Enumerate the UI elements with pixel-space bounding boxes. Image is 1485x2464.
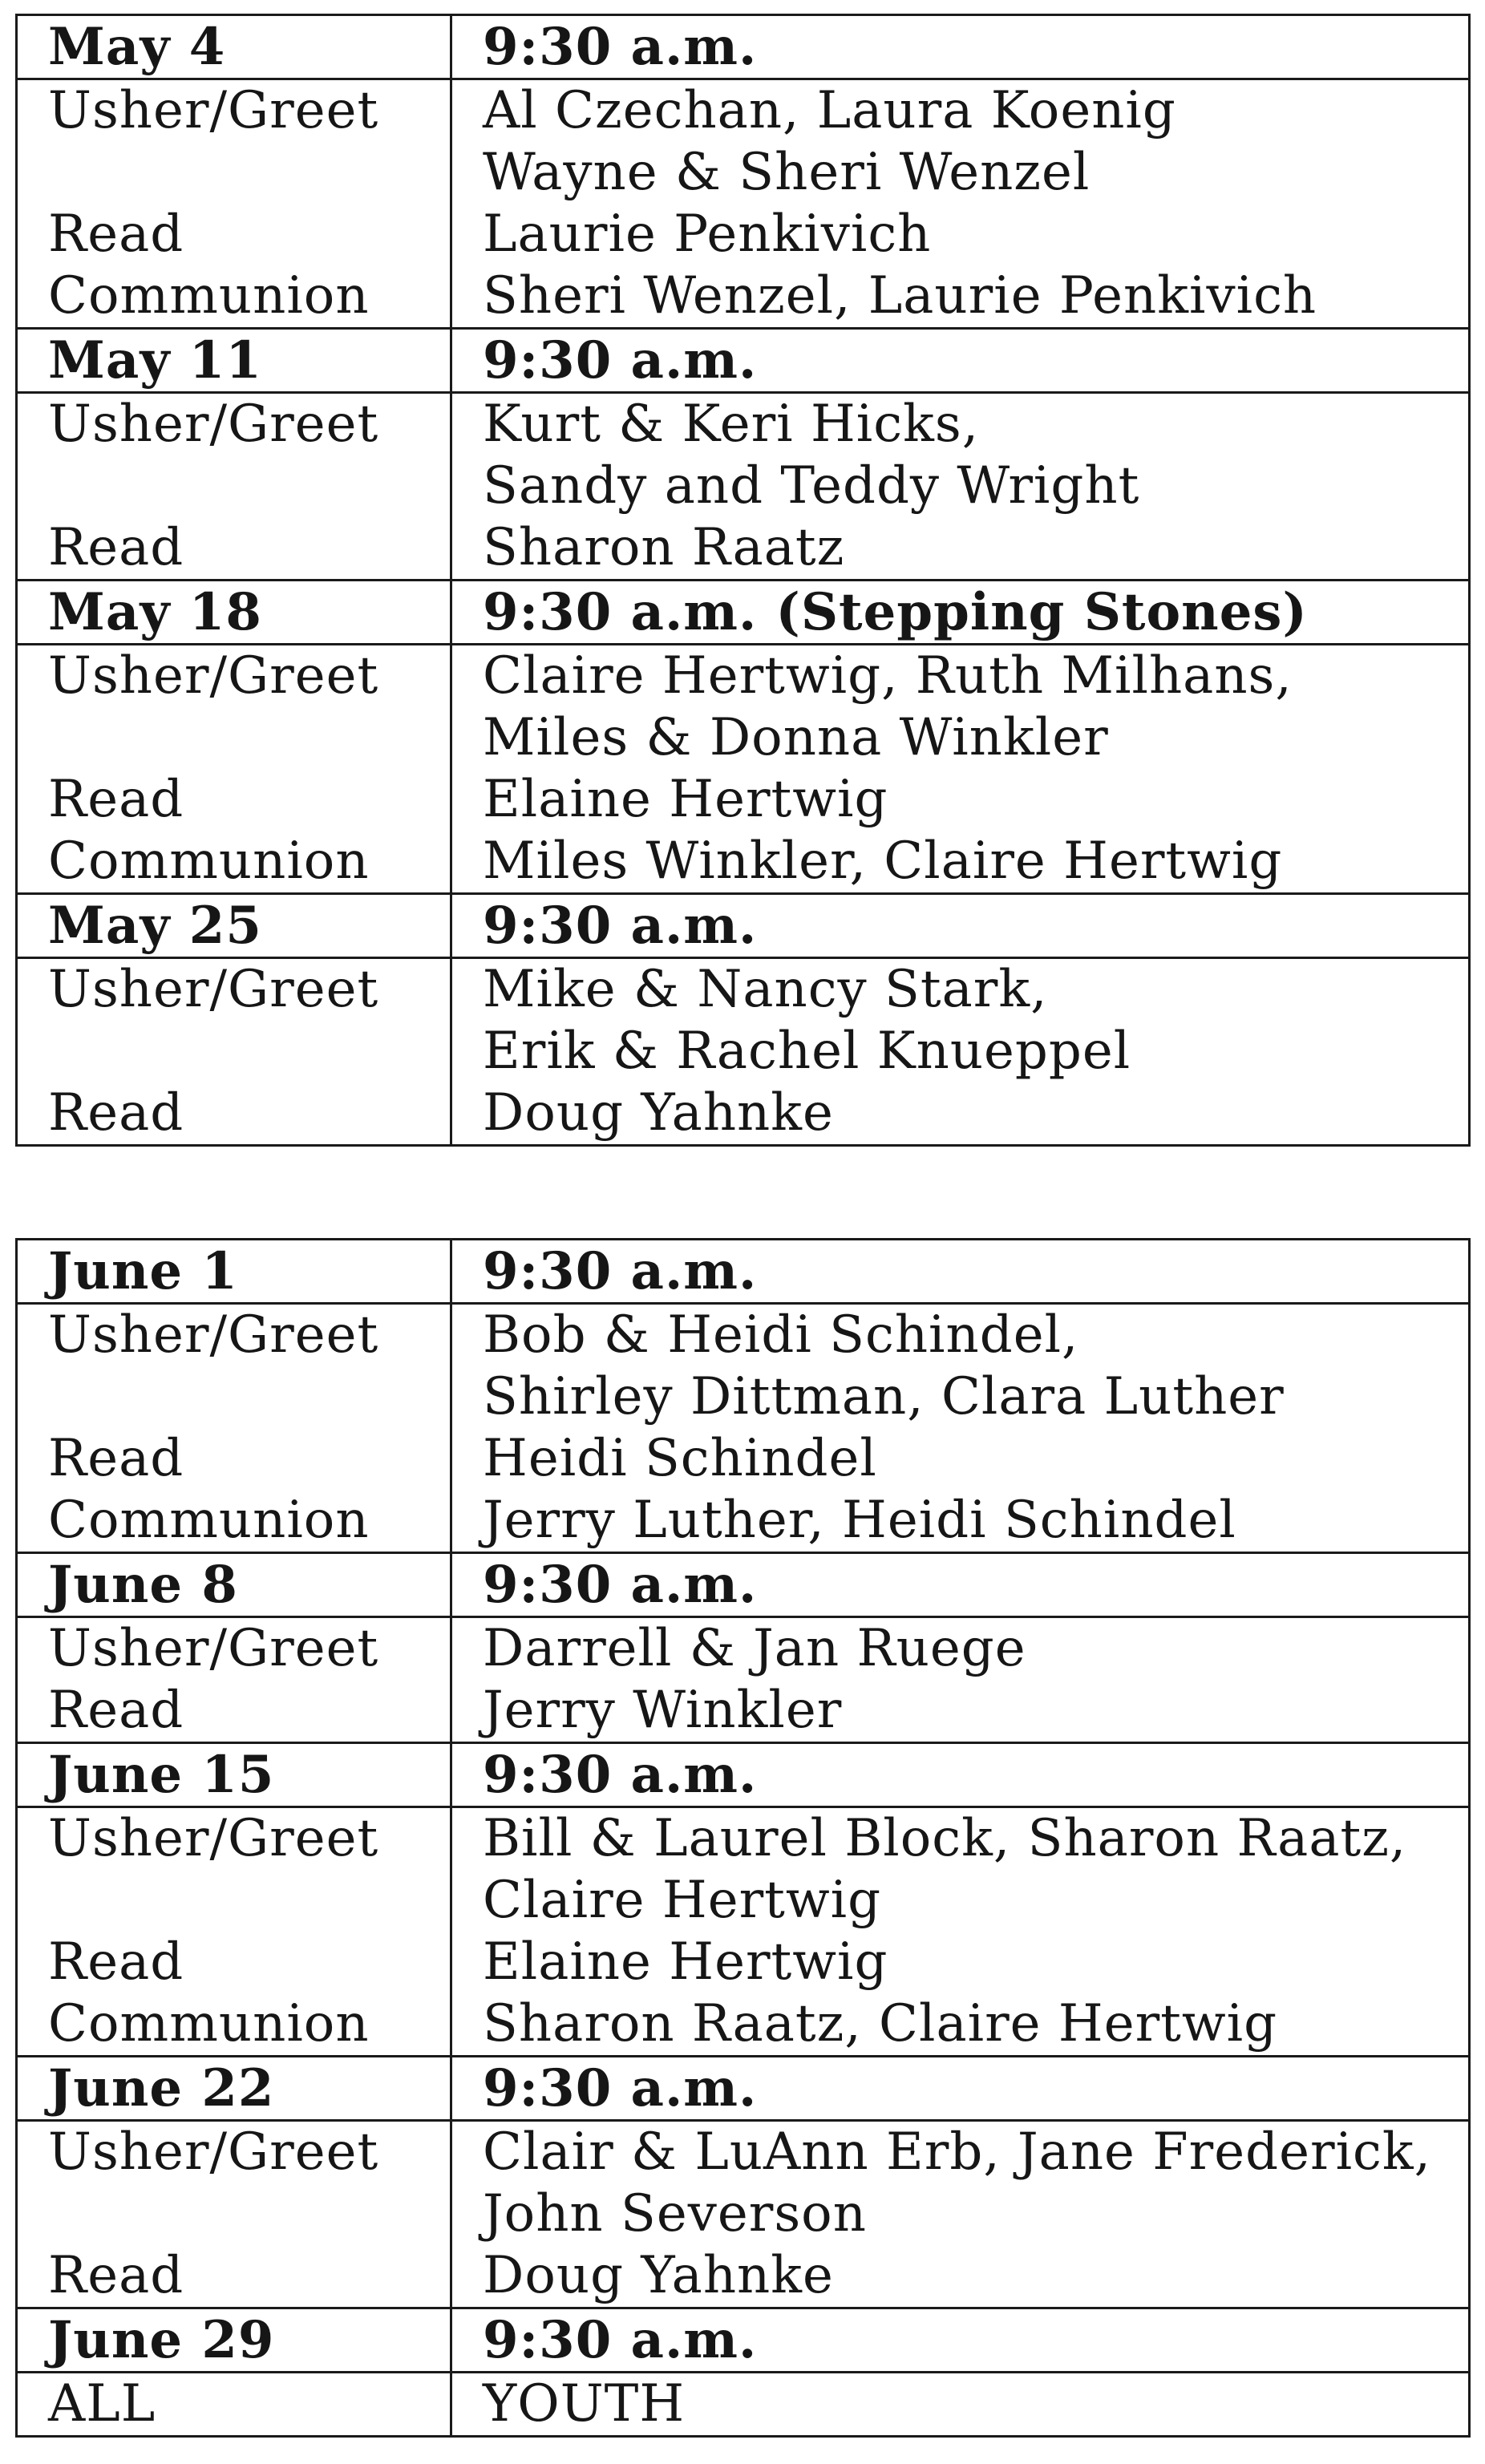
role-label: ALL <box>48 2374 156 2434</box>
role-spacer <box>48 142 450 204</box>
service-date: May 11 <box>17 329 451 393</box>
names-column <box>451 79 1470 329</box>
role-label: Usher/Greet <box>48 394 379 454</box>
role-label: Usher/Greet <box>48 960 379 1019</box>
volunteer-names: Sharon Raatz <box>483 518 845 577</box>
service-time: 9:30 a.m. <box>451 329 1470 393</box>
volunteer-names: Heidi Schindel <box>483 1429 877 1488</box>
service-roles-row <box>17 1617 1470 1743</box>
role-label: Communion <box>48 1491 370 1550</box>
service-roles-row <box>17 2373 1470 2437</box>
service-date: May 25 <box>17 894 451 958</box>
service-time: 9:30 a.m. <box>451 15 1470 79</box>
volunteer-names: Bob & Heidi Schindel, <box>483 1305 1079 1365</box>
role-spacer <box>48 1366 450 1428</box>
service-header-row <box>17 1743 1470 1807</box>
volunteer-names: Claire Hertwig, Ruth Milhans, <box>483 646 1293 706</box>
volunteer-names: Shirley Dittman, Clara Luther <box>483 1367 1285 1426</box>
role-column <box>17 393 451 581</box>
volunteer-names: Sheri Wenzel, Laurie Penkivich <box>483 266 1317 326</box>
role-label: Usher/Greet <box>48 1619 379 1678</box>
service-time: 9:30 a.m. <box>451 2308 1470 2373</box>
volunteer-names: Elaine Hertwig <box>483 1932 888 1992</box>
service-roles-row <box>17 1807 1470 2057</box>
role-column <box>17 1807 451 2057</box>
names-column <box>451 958 1470 1146</box>
volunteer-names: Darrell & Jan Ruege <box>483 1619 1026 1678</box>
table-body <box>17 15 1470 1146</box>
service-time: 9:30 a.m. <box>451 1553 1470 1617</box>
volunteer-names: Elaine Hertwig <box>483 770 888 829</box>
volunteer-names: Sandy and Teddy Wright <box>483 456 1140 516</box>
volunteer-names: Al Czechan, Laura Koenig <box>483 81 1176 140</box>
service-date: June 29 <box>17 2308 451 2373</box>
role-column <box>17 1617 451 1743</box>
role-column <box>17 958 451 1146</box>
service-time: 9:30 a.m. <box>451 1240 1470 1304</box>
role-column <box>17 2121 451 2308</box>
volunteer-names: Mike & Nancy Stark, <box>483 960 1048 1019</box>
role-label: Communion <box>48 1994 370 2053</box>
service-roles-row <box>17 393 1470 581</box>
service-date: June 22 <box>17 2057 451 2121</box>
service-header-row <box>17 2308 1470 2373</box>
volunteer-names: Jerry Luther, Heidi Schindel <box>483 1491 1236 1550</box>
volunteer-names: Clair & LuAnn Erb, Jane Frederick, <box>483 2122 1431 2182</box>
volunteer-names: Claire Hertwig <box>483 1871 882 1930</box>
volunteer-names: Bill & Laurel Block, Sharon Raatz, <box>483 1809 1407 1868</box>
names-column <box>451 1617 1470 1743</box>
service-header-row <box>17 329 1470 393</box>
volunteer-names: Miles Winkler, Claire Hertwig <box>483 831 1283 891</box>
names-column <box>451 645 1470 894</box>
role-label: Communion <box>48 831 370 891</box>
role-label: Read <box>48 1083 184 1143</box>
role-spacer <box>48 707 450 769</box>
role-column <box>17 645 451 894</box>
service-time: 9:30 a.m. <box>451 1743 1470 1807</box>
service-roles-row <box>17 958 1470 1146</box>
service-header-row <box>17 15 1470 79</box>
role-label: Read <box>48 770 184 829</box>
service-date: May 4 <box>17 15 451 79</box>
volunteer-names: John Severson <box>483 2184 867 2243</box>
service-roles-row <box>17 2121 1470 2308</box>
role-spacer <box>48 455 450 517</box>
role-label: Read <box>48 1429 184 1488</box>
role-label: Read <box>48 2246 184 2305</box>
volunteer-names: Kurt & Keri Hicks, <box>483 394 980 454</box>
role-column <box>17 1304 451 1553</box>
role-label: Usher/Greet <box>48 646 379 706</box>
june-schedule-table <box>15 1238 1471 2438</box>
role-label: Read <box>48 204 184 264</box>
service-header-row <box>17 894 1470 958</box>
service-header-row <box>17 1240 1470 1304</box>
table-body <box>17 1240 1470 2437</box>
role-label: Communion <box>48 266 370 326</box>
service-roles-row <box>17 645 1470 894</box>
role-label: Read <box>48 1681 184 1740</box>
volunteer-names: Miles & Donna Winkler <box>483 708 1109 767</box>
service-date: June 1 <box>17 1240 451 1304</box>
names-column <box>451 2373 1470 2437</box>
service-roles-row <box>17 1304 1470 1553</box>
role-column <box>17 2373 451 2437</box>
role-spacer <box>48 2183 450 2245</box>
volunteer-names: Laurie Penkivich <box>483 204 932 264</box>
service-header-row <box>17 2057 1470 2121</box>
names-column <box>451 2121 1470 2308</box>
role-spacer <box>48 1870 450 1932</box>
service-time: 9:30 a.m. (Stepping Stones) <box>451 581 1470 645</box>
role-spacer <box>48 1021 450 1082</box>
service-header-row <box>17 1553 1470 1617</box>
service-date: June 15 <box>17 1743 451 1807</box>
service-header-row <box>17 581 1470 645</box>
role-label: Usher/Greet <box>48 2122 379 2182</box>
role-label: Usher/Greet <box>48 1305 379 1365</box>
names-column <box>451 1807 1470 2057</box>
role-label: Usher/Greet <box>48 1809 379 1868</box>
service-time: 9:30 a.m. <box>451 894 1470 958</box>
volunteer-names: Erik & Rachel Knueppel <box>483 1022 1131 1081</box>
service-time: 9:30 a.m. <box>451 2057 1470 2121</box>
volunteer-names: Doug Yahnke <box>483 2246 834 2305</box>
volunteer-names: Wayne & Sheri Wenzel <box>483 143 1090 202</box>
role-label: Read <box>48 1932 184 1992</box>
volunteer-names: Doug Yahnke <box>483 1083 834 1143</box>
names-column <box>451 393 1470 581</box>
volunteer-names: YOUTH <box>483 2374 686 2434</box>
service-date: May 18 <box>17 581 451 645</box>
names-column <box>451 1304 1470 1553</box>
may-schedule-table <box>15 14 1471 1147</box>
service-date: June 8 <box>17 1553 451 1617</box>
service-roles-row <box>17 79 1470 329</box>
volunteer-names: Sharon Raatz, Claire Hertwig <box>483 1994 1278 2053</box>
volunteer-names: Jerry Winkler <box>483 1681 843 1740</box>
role-label: Usher/Greet <box>48 81 379 140</box>
role-column <box>17 79 451 329</box>
role-label: Read <box>48 518 184 577</box>
